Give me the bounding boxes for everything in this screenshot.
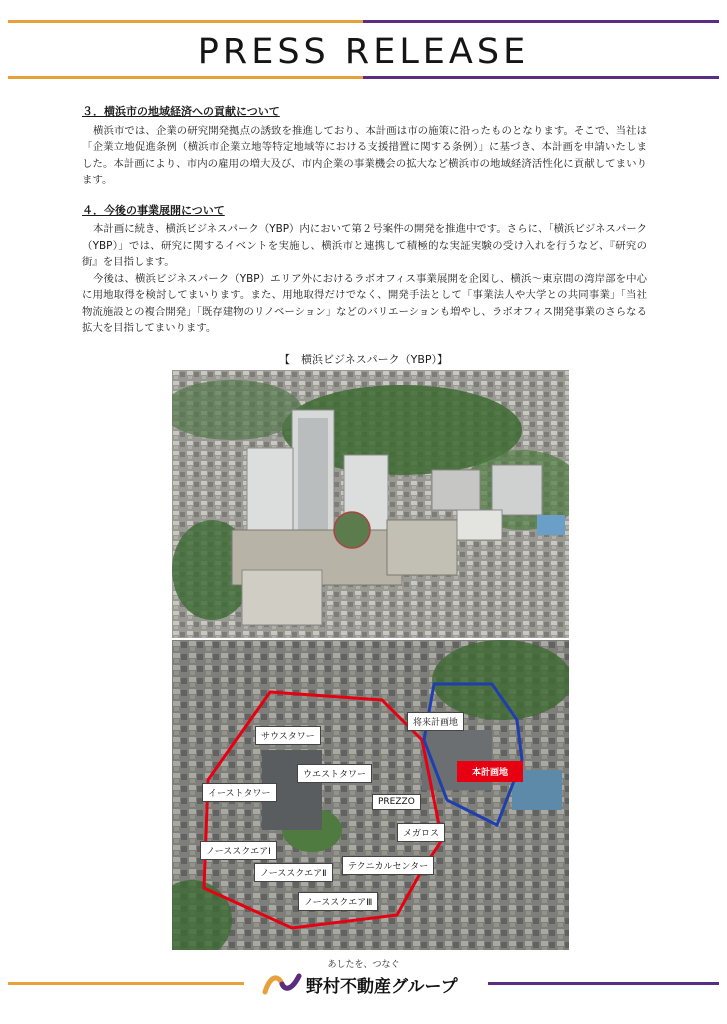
label-north-square-1: ノーススクエアⅠ xyxy=(200,841,277,860)
label-megalos: メガロス xyxy=(397,823,445,842)
label-prezzo: PREZZO xyxy=(372,794,421,810)
section-4-paragraph-2: 今後は、横浜ビジネスパーク（YBP）エリア外におけるラボオフィス事業展開を企図し、横浜～東京間の湾岸部を中心に用地取得を検討してまいります。また、用地取得だけでなく、開発手法として「事業法人や大学との共同事業」「当社物流施設との複合開発」「既存建物のリノベーション」などのバリエーションも増やし、ラボオフィス開発事業のさらなる拡大を目指してまいります。 xyxy=(82,272,647,334)
header-bar-purple-top xyxy=(363,20,719,23)
label-west-tower: ウエストタワー xyxy=(297,764,372,783)
header-bar-orange-top xyxy=(8,20,363,23)
label-technical-center: テクニカルセンター xyxy=(342,856,434,875)
footer-bar-purple xyxy=(488,982,719,985)
document-body xyxy=(82,104,647,337)
section-3-paragraph: 横浜市では、企業の研究開発拠点の誘致を推進しており、本計画は市の施策に沿ったものとなります。そこで、当社は「企業立地促進条例（横浜市企業立地等特定地域等における支援措置に関する条例）」に基づき、本計画を申請いたしました。本計画により、市内の雇用の増大及び、市内企業の事業機会の拡大など横浜市の地域経済活性化に貢献してまいります。 xyxy=(82,124,647,186)
label-north-square-3: ノーススクエアⅢ xyxy=(298,892,378,911)
company-logo xyxy=(262,970,472,996)
label-east-tower: イーストタワー xyxy=(202,783,277,802)
site-map xyxy=(172,640,569,950)
logo-text: 野村不動産グループ xyxy=(306,977,458,997)
label-north-square-2: ノーススクエアⅡ xyxy=(254,863,333,882)
section-3-title: ３．横浜市の地域経済への貢献について xyxy=(82,105,280,118)
figure-caption: 【 横浜ビジネスパーク（YBP）】 xyxy=(278,353,449,366)
footer-tagline: あしたを、つなぐ xyxy=(327,960,400,970)
label-future-site: 将来計画地 xyxy=(407,712,464,731)
section-4-title: ４．今後の事業展開について xyxy=(82,203,225,217)
page-title: PRESS RELEASE xyxy=(197,32,530,72)
label-this-site: 本計画地 xyxy=(457,761,523,782)
label-south-tower: サウスタワー xyxy=(255,726,321,745)
footer-bar-orange xyxy=(8,982,244,985)
header-bar-orange-bottom xyxy=(8,76,363,79)
section-4-paragraph-1: 本計画に続き、横浜ビジネスパーク（YBP）内において第２号案件の開発を推進中です。さらに、「横浜ビジネスパーク（YBP）」では、研究に関するイベントを実施し、横浜市と連携して積極的な実証実験の受け入れを行うなど、『研究の街』を目指します。 xyxy=(82,223,647,268)
aerial-photo xyxy=(172,370,569,638)
nomura-swoosh-icon xyxy=(262,970,302,996)
header-bar-purple-bottom xyxy=(363,76,719,79)
